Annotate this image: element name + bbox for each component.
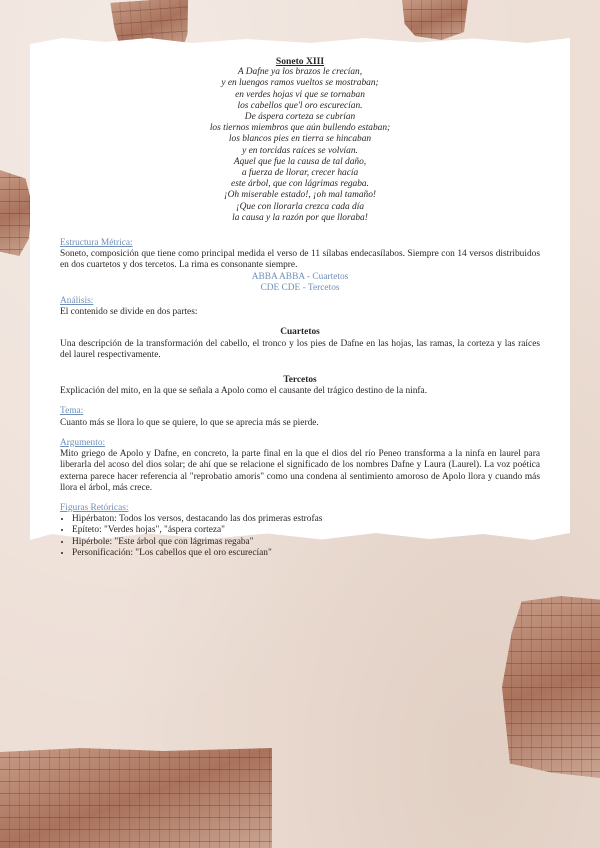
poem-line: este árbol, que con lágrimas regaba. — [231, 179, 369, 190]
poem-line: Aquel que fue la causa de tal daño, — [233, 156, 367, 167]
poem-line: la causa y la razón por que lloraba! — [232, 212, 368, 223]
heading-figuras: Figuras Retóricas: — [60, 502, 129, 513]
poem-line: los tiernos miembros que aún bullendo estaban; — [209, 123, 391, 134]
poem-line: De áspera corteza se cubrían — [244, 112, 356, 123]
analisis-intro: El contenido se divide en dos partes: — [60, 307, 198, 318]
poem-line: a fuerza de llorar, crecer hacía — [241, 168, 359, 179]
heading-analisis: Análisis: — [60, 296, 94, 307]
heading-argumento: Argumento: — [60, 437, 106, 448]
argumento-text: Mito griego de Apolo y Dafne, en concreto, la parte final en la que el dios del río Peneo transforma a la ninfa en laurel para liberarla del acoso del dios solar; de ahí que se relacione el significado de los nombres Dafne y Laura (Laurel). La voz poética externa parece hacer referencia al "reprobatio amoris" como una condena al sentimiento amoroso de Apolo llora y cuando más llora el árbol, más crece. — [60, 449, 540, 493]
document-content — [60, 56, 540, 559]
cuartetos-text: Una descripción de la transformación del cabello, el tronco y los pies de Dafne en las hojas, las ramas, la corteza y las raíces del laurel respectivamente. — [60, 338, 540, 360]
list-item: • Hipérbaton: Todos los versos, destacando las dos primeras estrofas — [72, 514, 540, 525]
poem-line: ¡Que con llorarla crezca cada día — [235, 201, 365, 212]
tema-text: Cuanto más se llora lo que se quiere, lo que se aprecia más se pierde. — [60, 417, 319, 428]
estructura-text: Soneto, composición que tiene como principal medida el verso de 11 sílabas endecasílabos. Siempre con 14 versos distribuidos en dos cuartetos y dos tercetos. La rima es consonante siempre. — [60, 249, 540, 271]
figuras-list — [60, 514, 540, 559]
list-item: • Personificación: "Los cabellos que el oro escurecían" — [72, 548, 540, 559]
list-item: • Epíteto: "Verdes hojas", "áspera corteza" — [72, 525, 540, 536]
poem — [60, 67, 540, 224]
poem-line: en verdes hojas vi que se tornaban — [235, 89, 365, 100]
poem-line: los blancos pies en tierra se hincaban — [228, 134, 372, 145]
poem-line: y en torcidas raíces se volvían. — [242, 145, 358, 156]
tercetos-text: Explicación del mito, en la que se señala a Apolo como el causante del trágico destino de la ninfa. — [60, 386, 428, 397]
poem-line: A Dafne ya los brazos le crecían, — [237, 67, 363, 78]
rhyme-cuartetos: ABBA ABBA - Cuartetos — [251, 271, 349, 282]
cuartetos-title: Cuartetos — [280, 327, 320, 338]
heading-tema: Tema: — [60, 406, 84, 417]
poem-title: Soneto XIII — [275, 56, 325, 67]
tercetos-title: Tercetos — [283, 375, 317, 386]
scrap-right-middle — [502, 596, 600, 778]
scrap-bottom-left — [0, 748, 272, 848]
poem-line: los cabellos que'l oro escurecían. — [237, 100, 363, 111]
list-item: • Hipérbole: "Este árbol que con lágrimas regaba" — [72, 537, 540, 548]
poem-line: ¡Oh miserable estado!, ¡oh mal tamaño! — [223, 190, 377, 201]
rhyme-tercetos: CDE CDE - Tercetos — [260, 282, 340, 293]
poem-line: y en luengos ramos vueltos se mostraban; — [221, 78, 379, 89]
heading-estructura: Estructura Métrica: — [60, 238, 133, 249]
